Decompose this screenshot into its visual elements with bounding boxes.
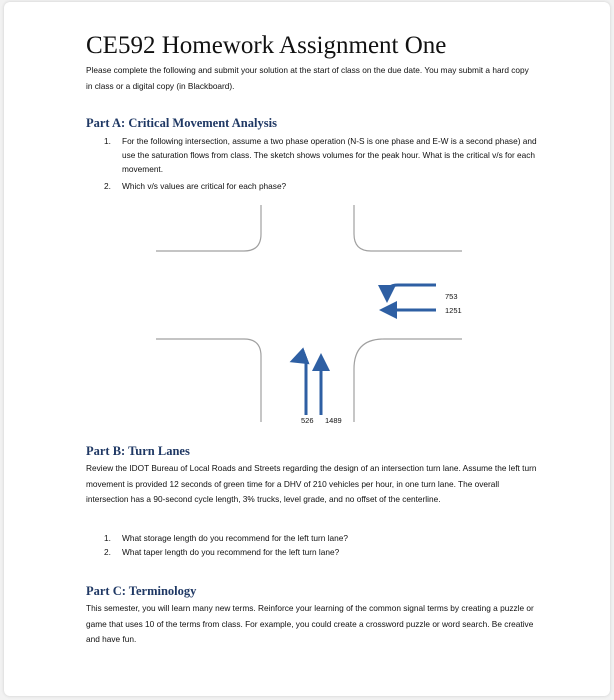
part-a-heading: Part A: Critical Movement Analysis bbox=[86, 116, 277, 130]
northbound-left-arrow bbox=[298, 358, 306, 415]
part-c-heading: Part C: Terminology bbox=[86, 584, 197, 598]
list-text: What taper length do you recommend for the left turn lane? bbox=[122, 547, 340, 557]
list-number: 2. bbox=[104, 547, 111, 557]
document-page bbox=[4, 2, 610, 696]
part-b-item-2 bbox=[104, 545, 544, 561]
road-edge-nw bbox=[156, 205, 261, 251]
part-b-heading: Part B: Turn Lanes bbox=[86, 444, 190, 458]
list-text: Which v/s values are critical for each phase? bbox=[122, 181, 287, 191]
list-number: 2. bbox=[104, 181, 111, 191]
intro-paragraph: Please complete the following and submit your solution at the start of class on the due date. You may submit a hard copy in class or a digital copy (in Blackboard). bbox=[86, 65, 529, 91]
list-number: 1. bbox=[104, 136, 111, 146]
wb-through-volume: 1251 bbox=[445, 306, 462, 315]
part-b-paragraph: Review the IDOT Bureau of Local Roads and Streets regarding the design of an intersection turn lane. Assume the left turn movement is provided 12 seconds of green time for a DHV of 210 vehicles per hour, in one turn lane. The overall intersection has a 90-second cycle length, 3% trucks, level grade, and no offset of the centerline. bbox=[86, 463, 537, 504]
movement-arrows bbox=[298, 285, 436, 415]
list-number: 1. bbox=[104, 533, 111, 543]
page-title: CE592 Homework Assignment One bbox=[86, 32, 447, 59]
road-edge-sw bbox=[156, 339, 261, 422]
wb-left-volume: 753 bbox=[445, 292, 458, 301]
part-c-paragraph: This semester, you will learn many new terms. Reinforce your learning of the common signal terms by creating a puzzle or game that uses 10 of the terms from class. For example, you could create a crossword puzzle or word search. Be creative and have fun. bbox=[86, 603, 534, 644]
road-edges bbox=[156, 205, 462, 422]
westbound-left-arrow bbox=[387, 285, 436, 294]
road-edge-se bbox=[354, 339, 462, 422]
list-text: What storage length do you recommend for the left turn lane? bbox=[122, 533, 348, 543]
list-text: For the following intersection, assume a two phase operation (N-S is one phase and E-W is a second phase) and use the saturation flows from class. The sketch shows volumes for the peak hour. What is the critical v/s for each movement. bbox=[122, 136, 537, 174]
nb-left-volume: 526 bbox=[301, 416, 314, 425]
road-edge-ne bbox=[354, 205, 462, 251]
nb-through-volume: 1489 bbox=[325, 416, 342, 425]
